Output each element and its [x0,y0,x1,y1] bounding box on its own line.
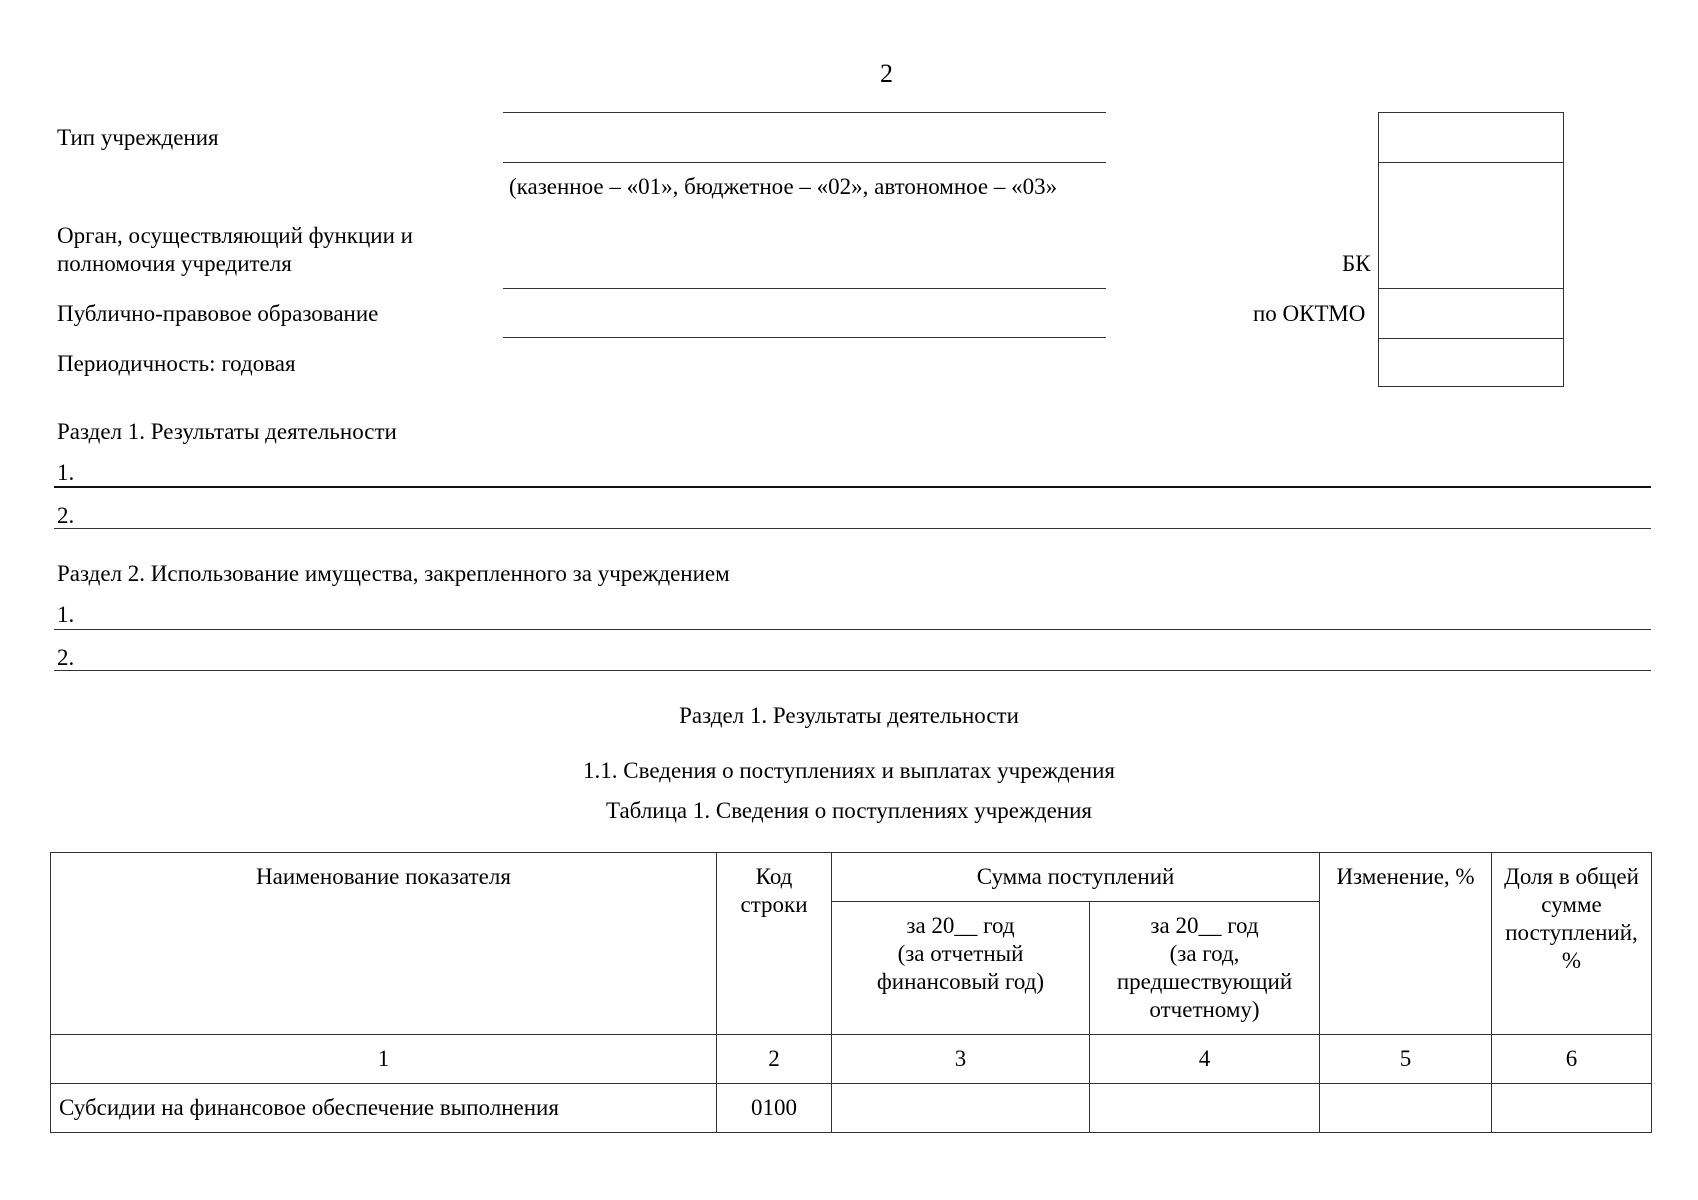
col-share-line: сумме [1541,892,1602,917]
codes-box-sep [1379,288,1563,289]
income-table [50,852,1652,1133]
row-year1-value[interactable] [832,1084,1090,1133]
col-share-header [1492,853,1652,1035]
subsection-title: 1.1. Сведения о поступлениях и выплатах учреждения [583,758,1115,783]
contents-section2-title: Раздел 2. Использование имущества, закрепленного за учреждением [57,561,730,586]
column-number: 2 [717,1035,832,1084]
contents-section1-item: 2. [57,503,75,528]
page-number: 2 [880,59,893,88]
municipality-underline [503,337,1106,338]
col-year1-header [832,902,1090,1035]
row-name: Субсидии на финансовое обеспечение выполнения [51,1084,717,1133]
organ-label-line1: Орган, осуществляющий функции и [57,223,413,248]
contents-section2-item: 1. [57,602,75,627]
oktmo-label: по ОКТМО [1253,301,1366,326]
col-change-header: Изменение, % [1320,853,1492,1035]
column-number: 4 [1090,1035,1320,1084]
col-year2-line: отчетному) [1149,997,1260,1022]
row-change-value[interactable] [1320,1084,1492,1133]
type-label: Тип учреждения [57,125,219,150]
codes-box-sep [1379,338,1563,339]
contents-line [54,528,1651,529]
periodicity-label: Периодичность: годовая [57,351,296,376]
bk-label: БК [1342,251,1371,276]
col-year1-line: финансовый год) [876,969,1045,994]
col-year2-line: предшествующий [1116,969,1293,994]
contents-section2-item: 2. [57,645,75,670]
col-share-line: Доля в общей [1504,864,1639,889]
column-number: 5 [1320,1035,1492,1084]
table-row [51,1084,1652,1133]
contents-line [54,670,1651,671]
codes-box [1378,112,1564,387]
col-code-line: Код [755,864,793,889]
table-title: Таблица 1. Сведения о поступлениях учреждения [606,798,1092,823]
col-share-line: поступлений, [1505,920,1638,945]
contents-line [54,486,1651,488]
col-year1-line: за 20__ год [906,913,1015,938]
row-code: 0100 [717,1084,832,1133]
contents-section1-title: Раздел 1. Результаты деятельности [57,419,397,444]
col-code-header [717,853,832,1035]
section-title: Раздел 1. Результаты деятельности [679,703,1019,728]
codes-box-sep [1379,162,1563,163]
contents-section1-item: 1. [57,460,75,485]
column-number: 3 [832,1035,1090,1084]
col-sum-header: Сумма поступлений [832,853,1320,902]
column-numbers-row [51,1035,1652,1084]
col-code-line: строки [740,892,808,917]
row-share-value[interactable] [1492,1084,1652,1133]
col-year2-line: за 20__ год [1150,913,1259,938]
row-year2-value[interactable] [1090,1084,1320,1133]
col-year2-line: (за год, [1169,941,1240,966]
col-year1-line: (за отчетный [897,941,1024,966]
col-name-header: Наименование показателя [51,853,717,1035]
organ-label-line2: полномочия учредителя [57,251,292,276]
type-underline [503,162,1106,163]
organ-underline [503,288,1106,289]
municipality-label: Публично-правовое образование [57,301,379,326]
contents-line [54,629,1651,630]
col-year2-header [1090,902,1320,1035]
type-hint: (казенное – «01», бюджетное – «02», автономное – «03» [509,174,1058,199]
type-underline-top [503,112,1106,113]
column-number: 6 [1492,1035,1652,1084]
col-share-line: % [1561,948,1582,973]
column-number: 1 [51,1035,717,1084]
